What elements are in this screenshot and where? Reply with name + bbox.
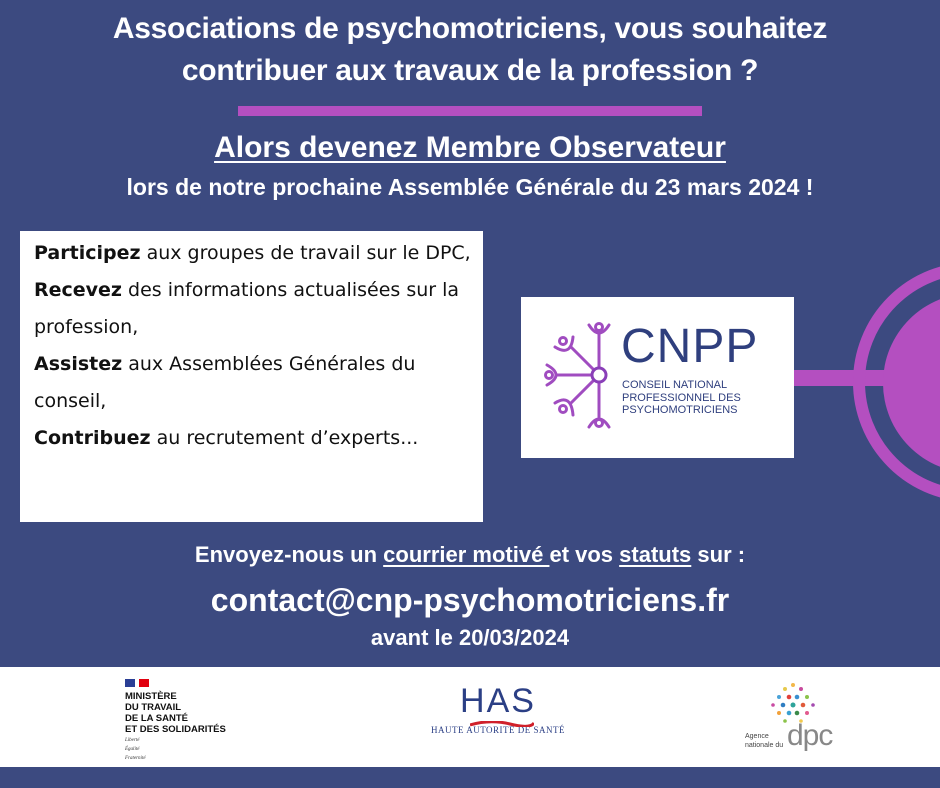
- cta-text: Envoyez-nous un: [194, 542, 384, 567]
- headline-line-1: Associations de psychomotriciens, vous souhaitez: [112, 12, 828, 45]
- headline-line-2: contribuer aux travaux de la profession ?: [181, 54, 759, 87]
- cta-text: sur :: [691, 542, 746, 567]
- benefits-box: [20, 231, 483, 522]
- ministry-motto: Fraternité: [125, 756, 146, 761]
- cnpp-fullname: [622, 379, 741, 417]
- deadline: avant le 20/03/2024: [370, 625, 570, 650]
- has-logo: [418, 681, 578, 735]
- benefit-item: [34, 235, 471, 272]
- benefit-text: au recrutement d’experts...: [150, 427, 419, 449]
- dpc-caption-line: nationale du: [745, 742, 784, 749]
- purple-divider: [238, 106, 702, 116]
- benefit-text: des informations actualisées sur la profession,: [34, 279, 460, 338]
- benefit-verb: Assistez: [34, 353, 123, 375]
- cnpp-name-line: PSYCHOMOTRICIENS: [622, 404, 738, 416]
- ministry-name-line: DE LA SANTÉ: [125, 713, 188, 724]
- ministry-motto: Égalité: [125, 747, 140, 752]
- benefit-text: aux Assemblées Générales du conseil,: [34, 353, 416, 412]
- ministry-motto: Liberté: [125, 738, 140, 743]
- cnpp-logo-card: [521, 297, 794, 458]
- dpc-caption-line: Agence: [745, 733, 769, 740]
- ministry-name-line: MINISTÈRE: [125, 691, 177, 702]
- cta-instructions: [0, 538, 940, 572]
- has-mark: HAS: [460, 682, 536, 720]
- event-date-line: lors de notre prochaine Assemblée Générale du 23 mars 2024 !: [126, 174, 814, 200]
- benefit-verb: Contribuez: [34, 427, 151, 449]
- cnpp-name-line: CONSEIL NATIONAL: [622, 379, 728, 391]
- benefit-item: [34, 346, 471, 420]
- statutes-text: statuts: [619, 542, 692, 567]
- cnpp-name-line: PROFESSIONNEL DES: [622, 391, 741, 404]
- cover-letter-text: courrier motivé: [383, 542, 550, 567]
- benefit-text: aux groupes de travail sur le DPC,: [140, 242, 471, 264]
- cta-text: et vos: [549, 542, 620, 567]
- ministry-name-line: ET DES SOLIDARITÉS: [125, 724, 226, 735]
- benefit-item: [34, 420, 471, 457]
- cnpp-network-icon: [543, 319, 633, 439]
- has-caption: HAUTE AUTORITÉ DE SANTÉ: [430, 725, 566, 735]
- partner-logos-footer: [0, 667, 940, 767]
- benefit-item: [34, 272, 471, 346]
- cnpp-acronym: CNPP: [621, 320, 759, 373]
- has-swoosh-icon: [470, 721, 534, 727]
- dpc-mark: dpc: [787, 719, 833, 752]
- dpc-caption: [745, 732, 783, 750]
- ministry-logo: [125, 679, 226, 762]
- ministry-name-line: DU TRAVAIL: [125, 702, 182, 713]
- headline: [0, 8, 940, 92]
- contact-email: contact@cnp-psychomotriciens.fr: [210, 582, 730, 618]
- dpc-agency-logo: [745, 677, 840, 763]
- marianne-flag-icon: [125, 679, 226, 687]
- subheading: Alors devenez Membre Observateur: [214, 131, 726, 164]
- benefit-verb: Recevez: [34, 279, 122, 301]
- benefit-verb: Participez: [34, 242, 141, 264]
